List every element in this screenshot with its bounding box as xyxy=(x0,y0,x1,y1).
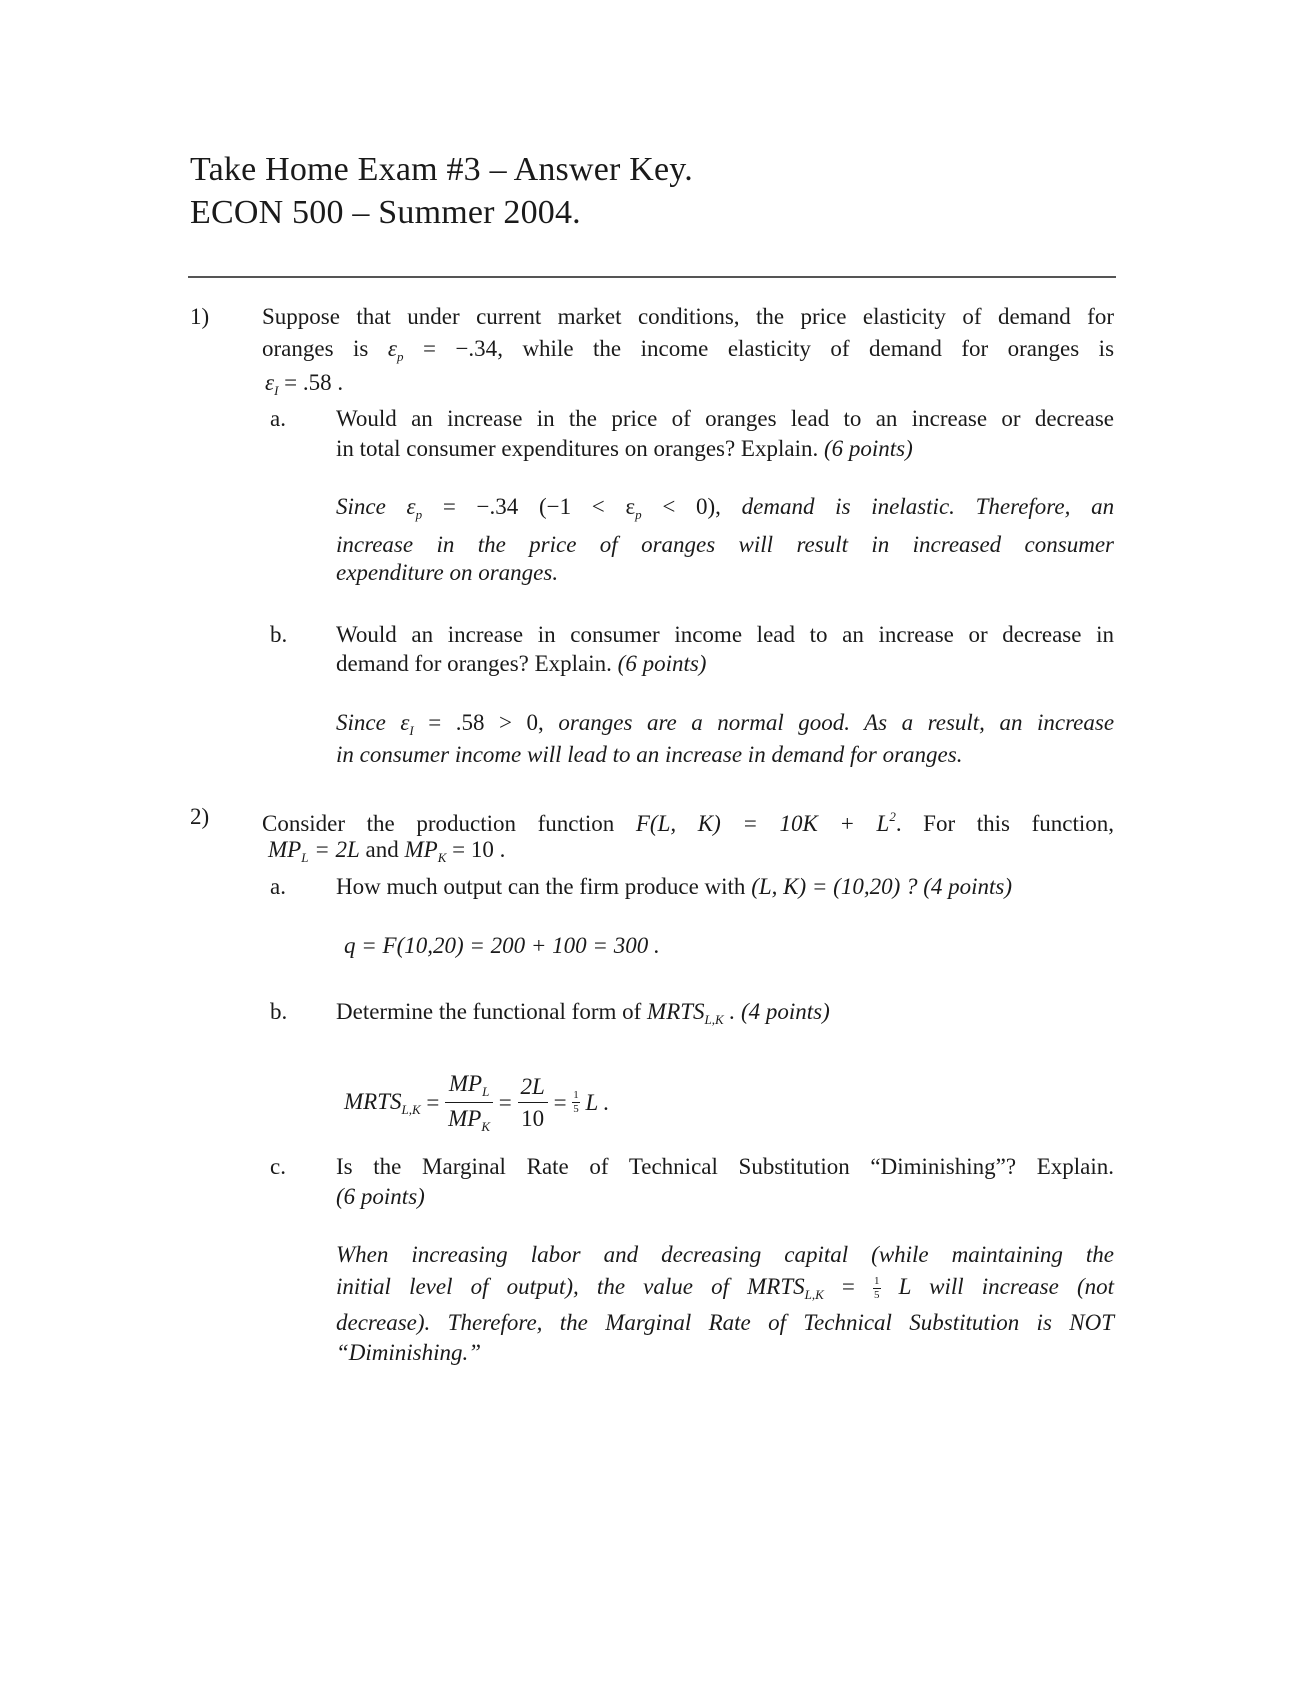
question-1a-label: a. xyxy=(270,406,286,431)
question-1-stem-line-3: $\varepsilon_I = .58$ . xyxy=(265,370,344,398)
question-2c-line-1: Is the Marginal Rate of Technical Substitution “Diminishing”? Explain. xyxy=(336,1154,1114,1179)
question-1-stem-line-2: oranges is $\varepsilon_p = -.34$, while the income elasticity of demand for oranges is xyxy=(262,336,1115,364)
question-2b-points: (4 points) xyxy=(740,999,830,1024)
question-1-number: 1) xyxy=(190,304,210,329)
answer-1a-line-1: Since $\varepsilon_p = -.34$ $(-1 < \varepsilon_p < 0)$, demand is inelastic. Therefore, an xyxy=(336,494,1115,522)
question-2a-label: a. xyxy=(270,874,286,899)
answer-2b-equation: $MRTS_{L,K}$ = $\frac{MP_L}{MP_K}$ = $\frac{2L}{10}$ = $\frac{1}{5}$ L . xyxy=(344,1071,610,1134)
answer-2c-line-2: initial level of output), the value of $MRTS_{L,K}$ = $\frac{1}{5}$ L will increase (not xyxy=(336,1274,1114,1302)
answer-1b-line-1: Since $\varepsilon_I = .58 > 0$, oranges are a normal good. As a result, an increase xyxy=(336,710,1115,738)
answer-1a-line-3: expenditure on oranges. xyxy=(336,560,559,585)
production-function: F(L, $K) = 10K + L^2$ xyxy=(635,809,896,836)
header-divider xyxy=(188,276,1116,278)
question-1a-line-1: Would an increase in the price of oranges lead to an increase or decrease xyxy=(336,406,1114,431)
question-2-stem-line-1: Consider the production function F(L, $K) = 10K + L^2$. For this function, xyxy=(262,809,1114,836)
document-title: Take Home Exam #3 – Answer Key. xyxy=(190,151,693,188)
question-2b-label: b. xyxy=(270,999,288,1024)
question-1b-points: (6 points) xyxy=(617,651,707,676)
question-1a-line-2: in total consumer expenditures on oranges? Explain. (6 points) xyxy=(336,436,913,461)
question-1b-line-1: Would an increase in consumer income lead to an increase or decrease in xyxy=(336,622,1114,647)
question-2c-points: (6 points) xyxy=(336,1184,425,1209)
question-2a-points: (4 points) xyxy=(923,874,1013,899)
question-2b-line: Determine the functional form of $MRTS_{L,K}$ . (4 points) xyxy=(336,999,830,1027)
question-1-stem-line-1: Suppose that under current market conditions, the price elasticity of demand for xyxy=(262,304,1114,329)
question-2a-line: How much output can the firm produce with (L, K) = (10,20) ? (4 points) xyxy=(336,874,1013,899)
question-2c-label: c. xyxy=(270,1154,286,1179)
question-2-number: 2) xyxy=(190,804,210,829)
answer-1a-line-2: increase in the price of oranges will result in increased consumer xyxy=(336,532,1114,557)
course-subtitle: ECON 500 – Summer 2004. xyxy=(190,194,581,231)
question-1a-points: (6 points) xyxy=(823,436,913,461)
question-1b-label: b. xyxy=(270,622,288,647)
question-2-stem-line-2: $MP_L = 2L$ and $MP_K = 10$ . xyxy=(268,837,506,865)
answer-2c-line-4: “Diminishing.” xyxy=(336,1340,482,1365)
question-1b-line-2: demand for oranges? Explain. (6 points) xyxy=(336,651,707,676)
answer-2a: q = F(10,20) = 200 + 100 = 300 . xyxy=(344,933,660,958)
answer-2c-line-1: When increasing labor and decreasing capital (while maintaining the xyxy=(336,1242,1114,1267)
answer-2c-line-3: decrease). Therefore, the Marginal Rate of Technical Substitution is NOT xyxy=(336,1310,1114,1335)
answer-1b-line-2: in consumer income will lead to an increase in demand for oranges. xyxy=(336,742,963,767)
